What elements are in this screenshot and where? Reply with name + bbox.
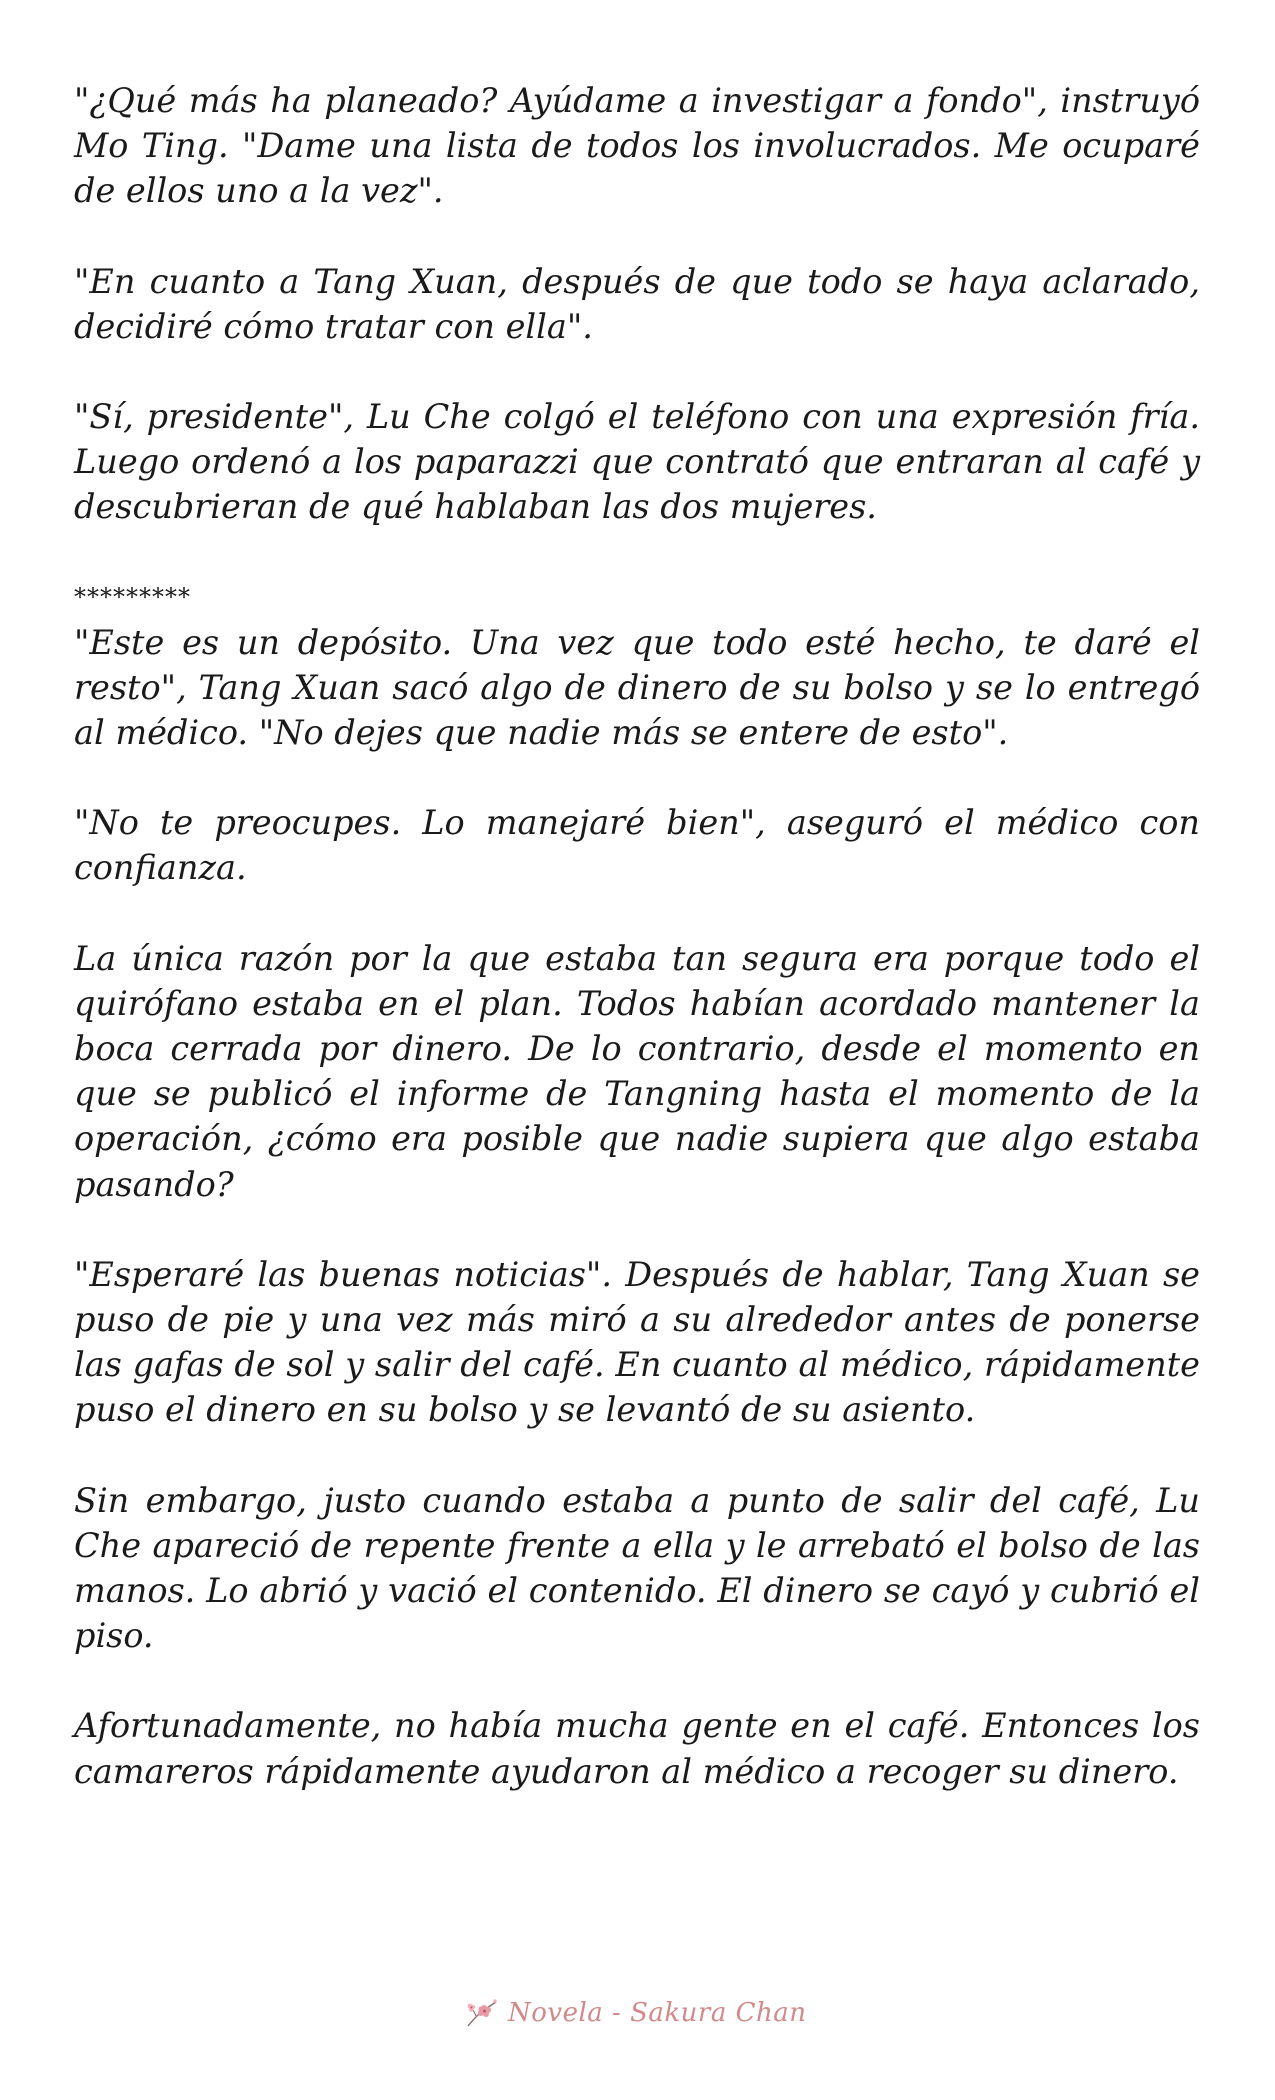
watermark-text: Novela - Sakura Chan — [508, 1998, 807, 2028]
paragraph: Sin embargo, justo cuando estaba a punto de salir del café, Lu Che apareció de repente frente a ella y le arrebató el bolso de las manos. Lo abrió y vació el contenido. El dinero se cayó y cubrió el piso. — [74, 1480, 1200, 1656]
sakura-flower-icon — [462, 1996, 500, 2030]
paragraph-gap — [74, 349, 1200, 394]
paragraph: La única razón por la que estaba tan segura era porque todo el quirófano estaba en el plan. Todos habían acordado mantener la boca cerrada por dinero. De lo contrario, desde el momento en que se publicó el informe de Tangning hasta el momento de la operación, ¿cómo era posible que nadie supiera que algo estaba pasando? — [74, 938, 1200, 1204]
paragraph-gap — [74, 214, 1200, 259]
scene-separator: ********* — [74, 582, 191, 611]
paragraph-gap — [74, 755, 1200, 800]
paragraph: "Sí, presidente", Lu Che colgó el teléfono con una expresión fría. Luego ordenó a los paparazzi que contrató que entraran al café y descubrieran de qué hablaban las dos mujeres. — [74, 397, 1200, 527]
paragraph: "No te preocupes. Lo manejaré bien", aseguró el médico con confianza. — [74, 803, 1200, 888]
paragraph-gap — [74, 530, 1200, 575]
watermark — [462, 1996, 807, 2030]
paragraph: "Este es un depósito. Una vez que todo esté hecho, te daré el resto", Tang Xuan sacó algo de dinero de su bolso y se lo entregó al médico. "No dejes que nadie más se entere de esto". — [74, 622, 1200, 753]
paragraph-gap — [74, 1207, 1200, 1252]
paragraph: Afortunadamente, no había mucha gente en el café. Entonces los camareros rápidamente ayudaron al médico a recoger su dinero. — [74, 1706, 1200, 1791]
paragraph: "¿Qué más ha planeado? Ayúdame a investigar a fondo", instruyó Mo Ting. "Dame una lista de todos los involucrados. Me ocuparé de ellos uno a la vez". — [74, 81, 1200, 211]
paragraph-gap — [74, 1658, 1200, 1703]
paragraph-gap — [74, 1433, 1200, 1478]
paragraph: "Esperaré las buenas noticias". Después de hablar, Tang Xuan se puso de pie y una vez más miró a su alrededor antes de ponerse las gafas de sol y salir del café. En cuanto al médico, rápidamente puso el dinero en su bolso y se levantó de su asiento. — [74, 1254, 1200, 1430]
document-body — [74, 78, 1200, 1794]
paragraph-gap — [74, 891, 1200, 936]
paragraph: "En cuanto a Tang Xuan, después de que todo se haya aclarado, decidiré cómo tratar con ella". — [74, 261, 1200, 346]
